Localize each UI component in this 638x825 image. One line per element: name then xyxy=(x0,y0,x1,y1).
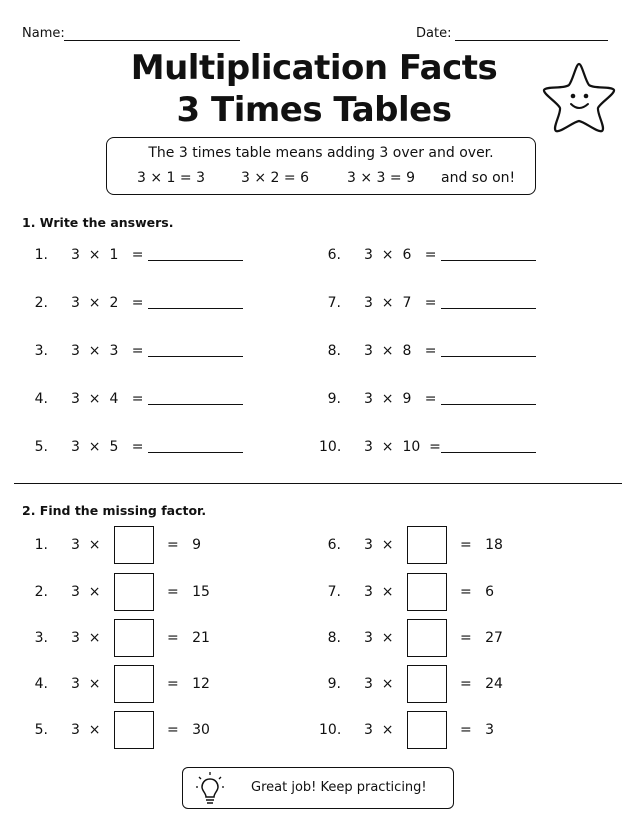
question-number: 2. xyxy=(34,295,48,311)
question-left: 3 × xyxy=(364,722,394,738)
question-number: 9. xyxy=(327,391,341,407)
name-label: Name: xyxy=(22,26,65,41)
question-number: 2. xyxy=(34,584,48,600)
question-left: 3 × xyxy=(364,584,394,600)
question-number: 7. xyxy=(327,584,341,600)
missing-factor-box[interactable] xyxy=(407,619,447,657)
question-expression: 3 × 8 = xyxy=(364,343,437,359)
question-number: 3. xyxy=(34,343,48,359)
answer-line[interactable] xyxy=(441,404,536,405)
answer-line[interactable] xyxy=(148,260,243,261)
question-number: 7. xyxy=(327,295,341,311)
question-left: 3 × xyxy=(71,722,101,738)
date-field[interactable] xyxy=(455,40,608,41)
question-expression: 3 × 10 = xyxy=(364,439,441,455)
question-right: = 18 xyxy=(460,537,503,553)
missing-factor-box[interactable] xyxy=(114,619,154,657)
question-number: 3. xyxy=(34,630,48,646)
missing-factor-box[interactable] xyxy=(407,526,447,564)
answer-line[interactable] xyxy=(148,404,243,405)
question-right: = 15 xyxy=(167,584,210,600)
name-field[interactable] xyxy=(64,40,240,41)
answer-line[interactable] xyxy=(441,452,536,453)
question-expression: 3 × 9 = xyxy=(364,391,437,407)
question-left: 3 × xyxy=(71,630,101,646)
missing-factor-box[interactable] xyxy=(114,665,154,703)
question-expression: 3 × 3 = xyxy=(71,343,144,359)
question-left: 3 × xyxy=(364,676,394,692)
info-example: 3 × 3 = 9 xyxy=(347,170,415,186)
question-number: 6. xyxy=(327,537,341,553)
info-text: The 3 times table means adding 3 over and over. xyxy=(148,145,494,161)
question-left: 3 × xyxy=(71,537,101,553)
question-number: 4. xyxy=(34,676,48,692)
answer-line[interactable] xyxy=(148,356,243,357)
question-left: 3 × xyxy=(364,630,394,646)
question-number: 4. xyxy=(34,391,48,407)
question-right: = 3 xyxy=(460,722,494,738)
question-left: 3 × xyxy=(71,676,101,692)
question-right: = 30 xyxy=(167,722,210,738)
section-2-title: 2. Find the missing factor. xyxy=(22,503,207,518)
missing-factor-box[interactable] xyxy=(114,573,154,611)
missing-factor-box[interactable] xyxy=(407,711,447,749)
answer-line[interactable] xyxy=(441,356,536,357)
question-expression: 3 × 2 = xyxy=(71,295,144,311)
lightbulb-icon xyxy=(195,771,225,805)
question-number: 5. xyxy=(34,722,48,738)
missing-factor-box[interactable] xyxy=(407,665,447,703)
section-1-title: 1. Write the answers. xyxy=(22,215,174,230)
question-right: = 6 xyxy=(460,584,494,600)
question-expression: 3 × 6 = xyxy=(364,247,437,263)
missing-factor-box[interactable] xyxy=(407,573,447,611)
question-expression: 3 × 1 = xyxy=(71,247,144,263)
question-expression: 3 × 4 = xyxy=(71,391,144,407)
question-number: 10. xyxy=(319,722,342,738)
page-title: Multiplication Facts xyxy=(130,48,498,88)
info-example: and so on! xyxy=(441,170,516,186)
question-right: = 24 xyxy=(460,676,503,692)
question-right: = 21 xyxy=(167,630,210,646)
page-subtitle: 3 Times Tables xyxy=(176,90,452,130)
question-number: 9. xyxy=(327,676,341,692)
encouragement-text: Great job! Keep practicing! xyxy=(251,780,427,795)
question-right: = 12 xyxy=(167,676,210,692)
answer-line[interactable] xyxy=(441,308,536,309)
date-label: Date: xyxy=(416,26,452,41)
question-number: 8. xyxy=(327,630,341,646)
question-expression: 3 × 5 = xyxy=(71,439,144,455)
question-number: 6. xyxy=(327,247,341,263)
info-box xyxy=(106,137,536,195)
question-number: 8. xyxy=(327,343,341,359)
question-right: = 27 xyxy=(460,630,503,646)
question-expression: 3 × 7 = xyxy=(364,295,437,311)
smiling-star-icon xyxy=(540,60,618,134)
answer-line[interactable] xyxy=(148,308,243,309)
answer-line[interactable] xyxy=(148,452,243,453)
info-example: 3 × 2 = 6 xyxy=(241,170,309,186)
question-left: 3 × xyxy=(71,584,101,600)
question-number: 1. xyxy=(34,247,48,263)
missing-factor-box[interactable] xyxy=(114,711,154,749)
question-right: = 9 xyxy=(167,537,201,553)
info-example: 3 × 1 = 3 xyxy=(137,170,205,186)
question-number: 5. xyxy=(34,439,48,455)
question-number: 10. xyxy=(319,439,342,455)
missing-factor-box[interactable] xyxy=(114,526,154,564)
question-left: 3 × xyxy=(364,537,394,553)
encouragement-box xyxy=(182,767,454,809)
answer-line[interactable] xyxy=(441,260,536,261)
question-number: 1. xyxy=(34,537,48,553)
section-divider xyxy=(14,483,622,484)
